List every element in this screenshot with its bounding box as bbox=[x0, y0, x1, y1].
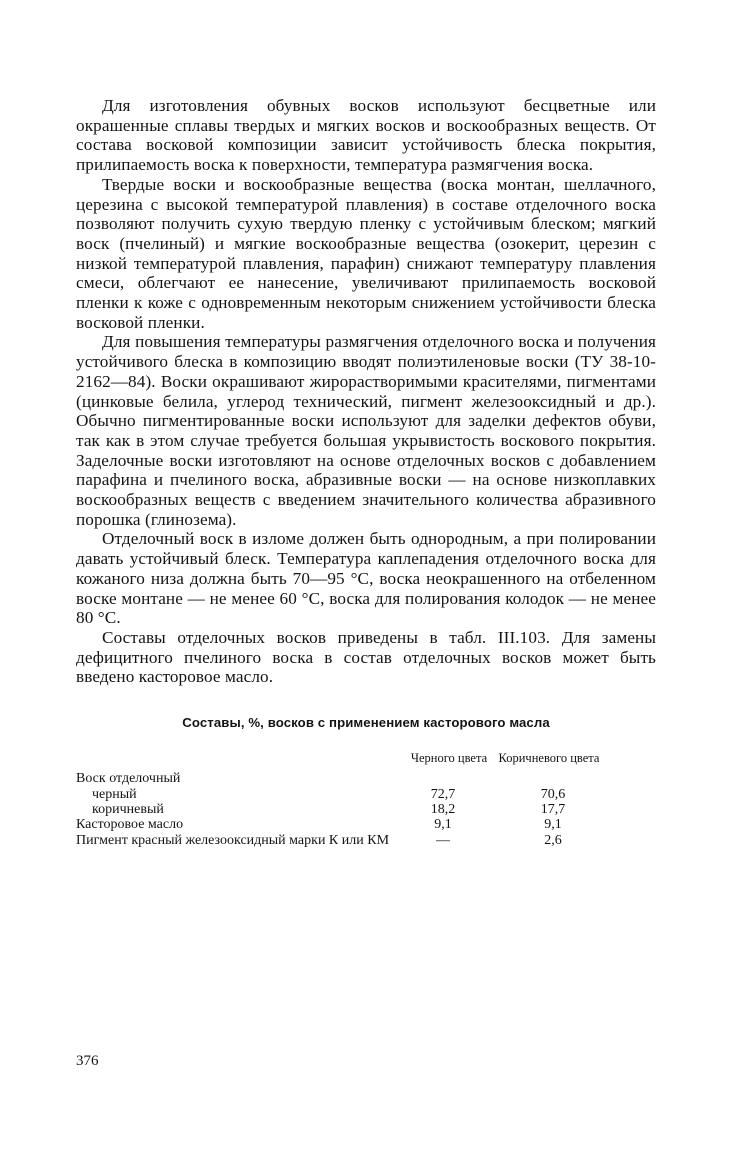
table-header-spacer bbox=[76, 752, 404, 765]
table-header bbox=[76, 752, 656, 765]
row-value-black: 9,1 bbox=[434, 817, 452, 833]
row-label: черный bbox=[92, 786, 137, 802]
row-label: коричневый bbox=[92, 801, 164, 817]
table-row bbox=[76, 833, 656, 848]
table-group-row bbox=[76, 771, 656, 786]
group-label: Воск отделочный bbox=[76, 771, 181, 787]
column-header-brown: Коричневого цвета bbox=[498, 751, 600, 766]
row-label: Пигмент красный железооксидный марки К или КМ bbox=[76, 832, 390, 848]
composition-table bbox=[76, 752, 656, 848]
table-row bbox=[76, 802, 656, 817]
paragraph-2: Твердые воски и воскообразные вещества (воска монтан, шеллачного, церезина с высокой температурой плавления) в составе отделочного воска позволяют получить сухую твердую пленку с устойчивым блеском; мягкий воск (пчелиный) и мягкие воскообразные вещества (озокерит, церезин с низкой температурой плавления, парафин) снижают температуру плавления смеси, облегчают ее нанесение, увеличивают прилипаемость восковой пленки к коже с одновременным некоторым снижением устойчивости блеска восковой пленки. bbox=[76, 174, 656, 332]
page-body bbox=[76, 96, 656, 848]
row-value-black: — bbox=[436, 832, 450, 848]
paragraph-3: Для повышения температуры размягчения отделочного воска и получения устойчивого блеска в композицию вводят полиэтиленовые воски (ТУ 38-10-2162—84). Воски окрашивают жирорастворимыми красителями, пигментами (цинковые белила, углерод технический, пигмент железооксидный и др.). Обычно пигментированные воски используют для заделки дефектов обуви, так как в этом случае требуется большая укрывистость воскового покрытия. Заделочные воски изготовляют на основе отделочных восков с добавлением парафина и пчелиного воска, абразивные воски — на основе низкоплавких воскообразных веществ с введением значительного количества абразивного порошка (глинозема). bbox=[76, 332, 656, 529]
page-number: 376 bbox=[76, 1053, 99, 1069]
table-row bbox=[76, 787, 656, 802]
row-value-brown: 70,6 bbox=[540, 786, 566, 802]
row-value-brown: 9,1 bbox=[544, 817, 562, 833]
column-header-black: Черного цвета bbox=[410, 751, 488, 766]
row-value-black: 18,2 bbox=[430, 801, 456, 817]
row-value-brown: 2,6 bbox=[544, 832, 562, 848]
paragraph-4: Отделочный воск в изломе должен быть однородным, а при полировании давать устойчивый блеск. Температура каплепадения отделочного воска для кожаного низа должна быть 70—95 °С, воска неокрашенного на отбеленном воске монтане — не менее 60 °С, воска для полирования колодок — не менее 80 °С. bbox=[76, 529, 656, 628]
row-label: Касторовое масло bbox=[76, 817, 184, 833]
paragraph-1: Для изготовления обувных восков используют бесцветные или окрашенные сплавы твердых и мягких восков и воскообразных веществ. От состава восковой композиции зависит устойчивость блеска покрытия, прилипаемость воска к поверхности, температура размягчения воска. bbox=[76, 96, 656, 175]
row-value-brown: 17,7 bbox=[540, 801, 566, 817]
row-value-black: 72,7 bbox=[430, 786, 456, 802]
paragraph-5: Составы отделочных восков приведены в табл. III.103. Для замены дефицитного пчелиного воска в состав отделочных восков может быть введено касторовое масло. bbox=[76, 627, 656, 687]
table-row bbox=[76, 817, 656, 832]
table-title: Составы, %, восков с применением касторового масла bbox=[182, 715, 550, 731]
